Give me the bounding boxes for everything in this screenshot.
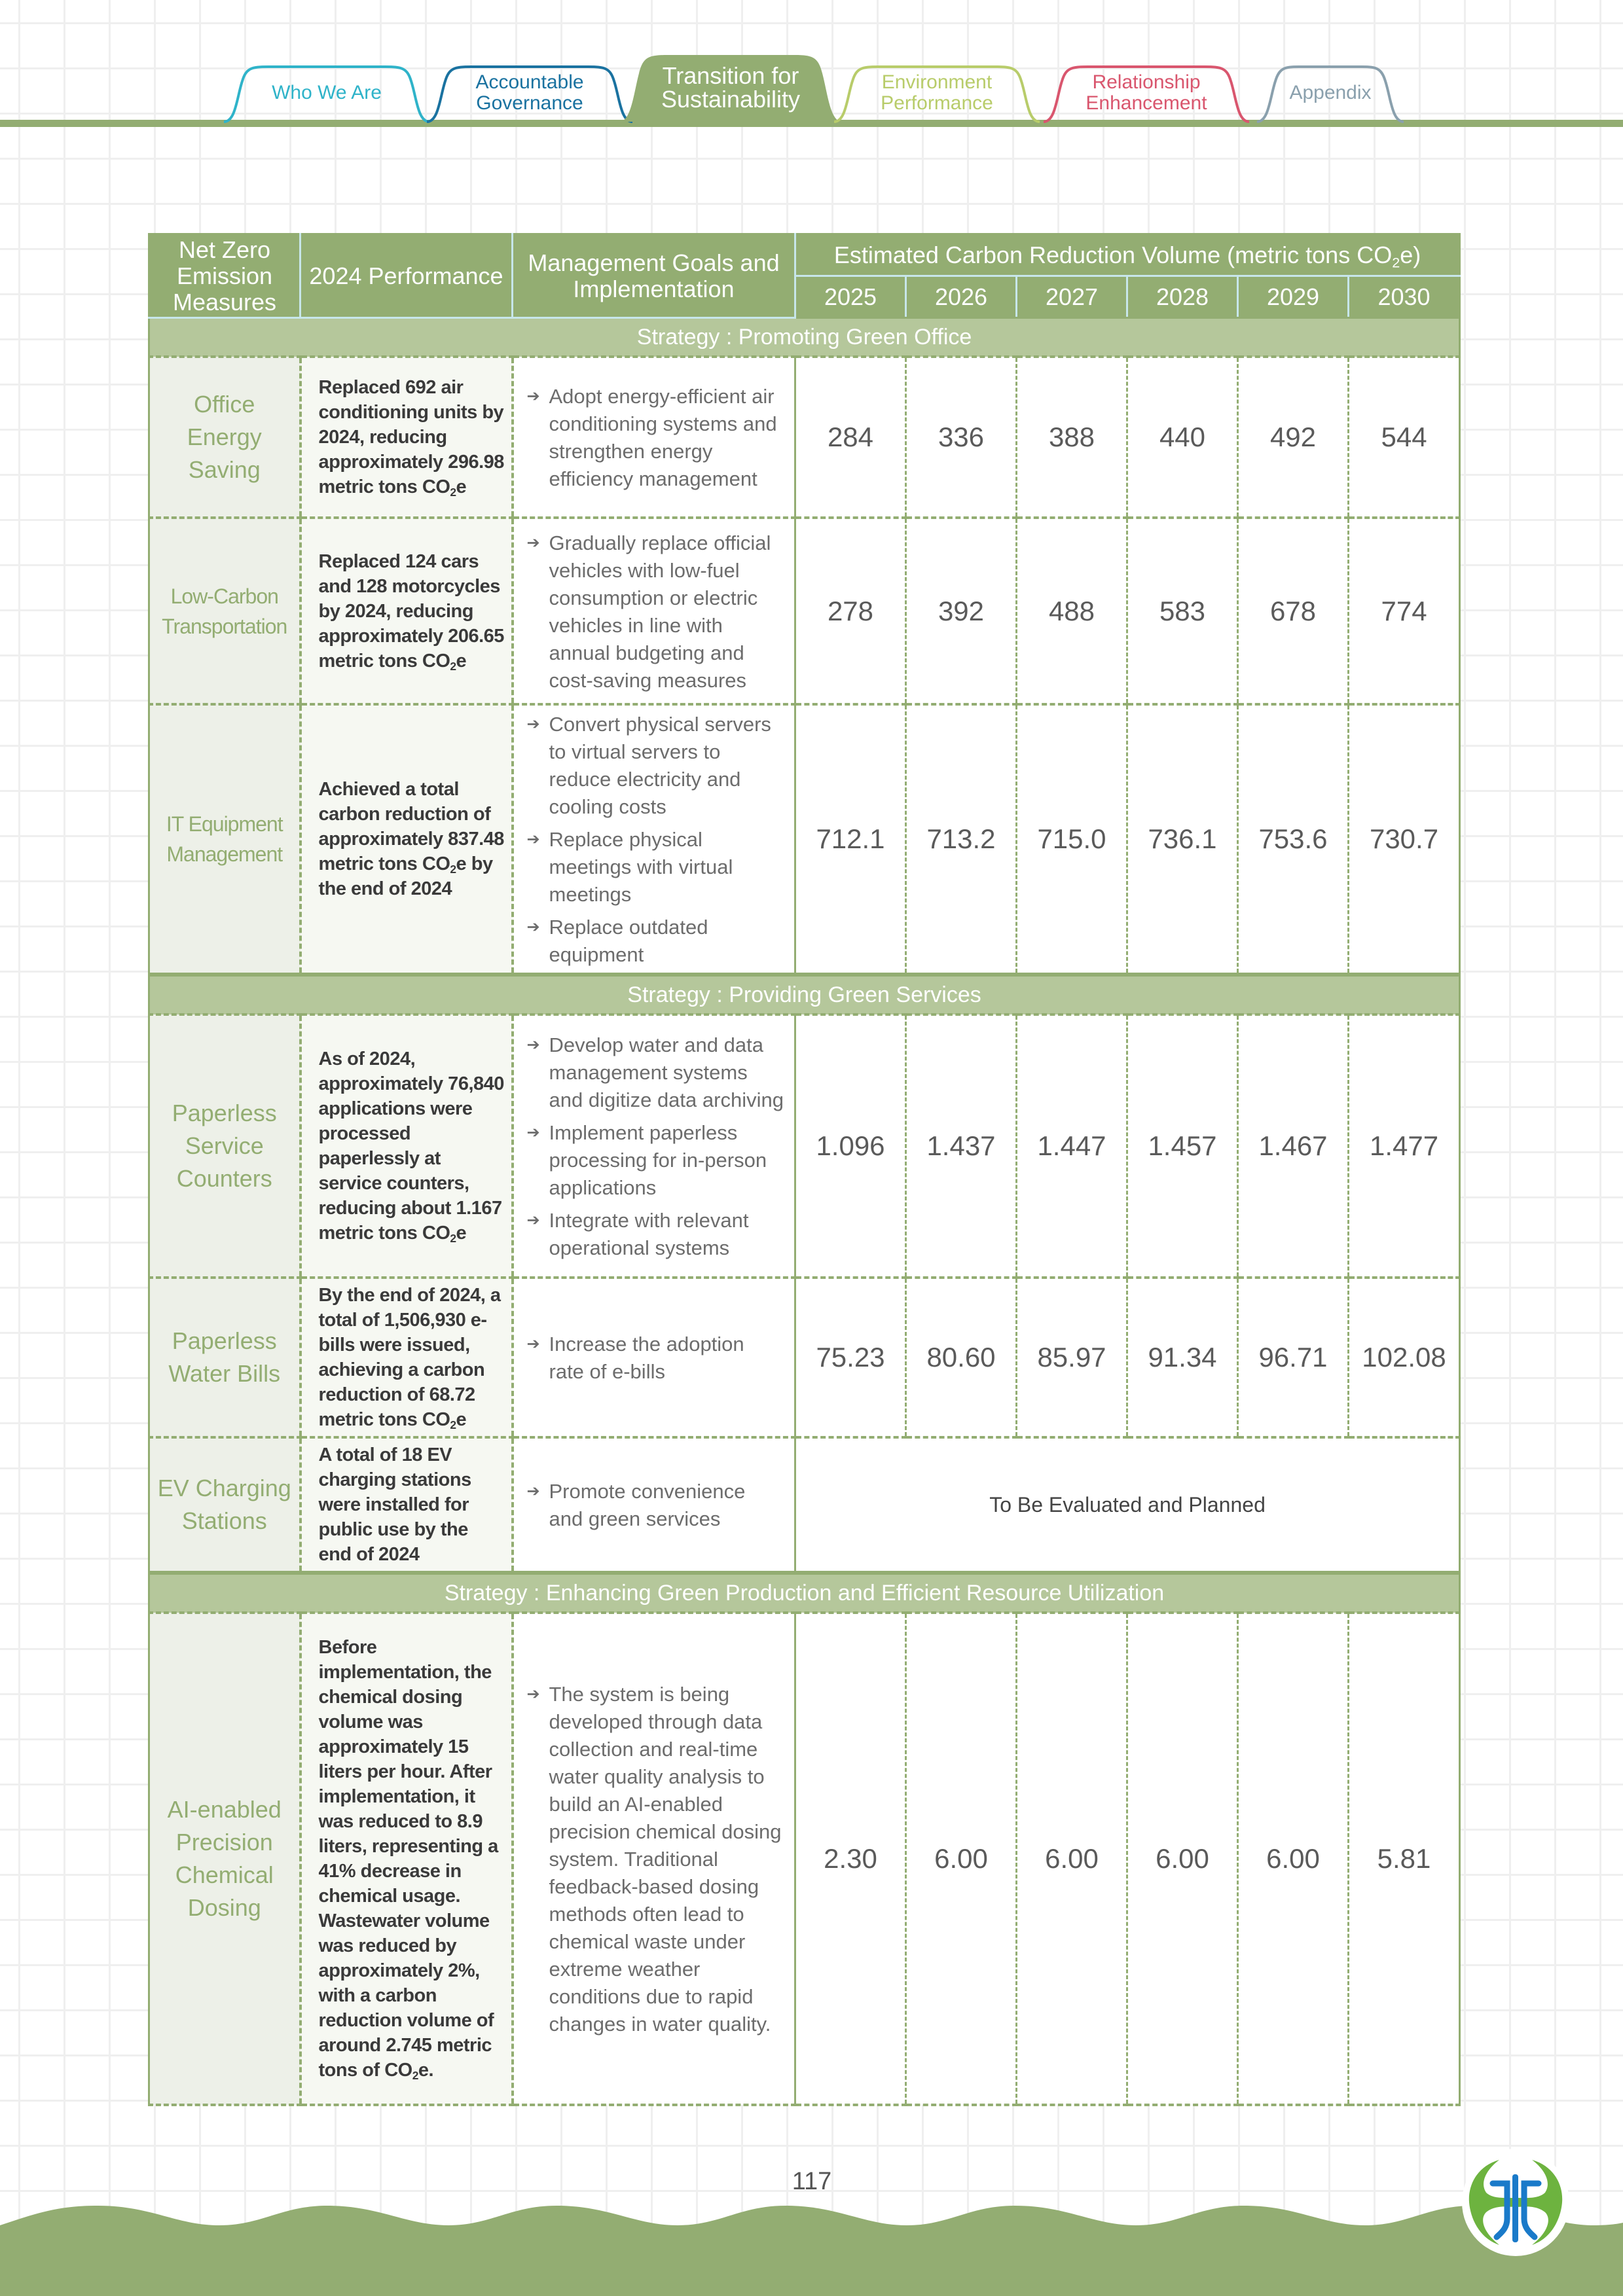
- tab-accountable-governance[interactable]: [426, 64, 634, 122]
- table-row: [149, 1278, 1460, 1437]
- value-2028: 1.457: [1127, 1014, 1238, 1278]
- strategy-band: Strategy : Providing Green Services: [149, 975, 1460, 1014]
- footer-wave: [0, 2206, 1623, 2296]
- value-2026: 392: [906, 518, 1017, 704]
- goal-item: ➔ Integrate with relevant operational systems: [527, 1207, 784, 1262]
- arrow-right-icon: ➔: [526, 533, 540, 552]
- goal-item: ➔ Develop water and data management systems and digitize data archiving: [527, 1031, 784, 1114]
- value-2029: 6.00: [1238, 1613, 1349, 2105]
- arrow-right-icon: ➔: [526, 1685, 540, 1703]
- header-year: 2030: [1349, 276, 1460, 318]
- table-row: [149, 518, 1460, 704]
- performance-text: As of 2024, approximately 76,840 applications were processed paperlessly at service counters, reducing about 1.167 metric tons $CO_2e$: [301, 1014, 513, 1278]
- goals-cell: [513, 1014, 795, 1278]
- value-2025: 1.096: [795, 1014, 906, 1278]
- value-2030: 544: [1349, 357, 1460, 518]
- arrow-right-icon: ➔: [526, 1335, 540, 1353]
- tab-relationship-enhancement[interactable]: [1042, 64, 1250, 122]
- value-2025: 2.30: [795, 1613, 906, 2105]
- header-estimated-reduction: Estimated Carbon Reduction Volume (metric tons $CO_2e$): [795, 234, 1460, 276]
- measure-name: Paperless Water Bills: [149, 1278, 301, 1437]
- section-tabs: [0, 0, 1623, 131]
- goal-item: ➔ Gradually replace official vehicles with low-fuel consumption or electric vehicles in line with annual budgeting and cost-saving measures: [527, 529, 784, 694]
- value-2027: 388: [1017, 357, 1127, 518]
- measure-name: EV Charging Stations: [149, 1437, 301, 1573]
- value-2030: 774: [1349, 518, 1460, 704]
- header-measures: Net Zero Emission Measures: [149, 234, 301, 318]
- goals-cell: [513, 1437, 795, 1573]
- goals-cell: [513, 1278, 795, 1437]
- goals-cell: [513, 704, 795, 975]
- value-2027: 488: [1017, 518, 1127, 704]
- value-2025: 278: [795, 518, 906, 704]
- header-year: 2026: [906, 276, 1017, 318]
- tab-who-we-are[interactable]: [223, 64, 431, 122]
- measure-name: AI-enabled Precision Chemical Dosing: [149, 1613, 301, 2105]
- header-performance: 2024 Performance: [301, 234, 513, 318]
- header-year: 2028: [1127, 276, 1238, 318]
- value-2025: 284: [795, 357, 906, 518]
- performance-text: A total of 18 EV charging stations were installed for public use by the end of 2024: [301, 1437, 513, 1573]
- tab-label: Transition for Sustainability: [661, 62, 801, 113]
- arrow-right-icon: ➔: [526, 918, 540, 936]
- value-2026: 6.00: [906, 1613, 1017, 2105]
- measure-name: Low-Carbon Transportation: [149, 518, 301, 704]
- arrow-right-icon: ➔: [526, 831, 540, 848]
- value-2028: 583: [1127, 518, 1238, 704]
- performance-text: By the end of 2024, a total of 1,506,930 e-bills were issued, achieving a carbon reduction of 68.72 metric tons $CO_2e$: [301, 1278, 513, 1437]
- goal-item: ➔ Increase the adoption rate of e-bills: [527, 1331, 784, 1386]
- value-2030: 730.7: [1349, 704, 1460, 975]
- tab-label: Accountable Governance: [475, 71, 584, 114]
- tab-label: Environment Performance: [881, 71, 993, 114]
- tab-appendix[interactable]: [1256, 64, 1405, 122]
- value-2028: 440: [1127, 357, 1238, 518]
- tab-label: Who We Are: [272, 82, 382, 103]
- arrow-right-icon: ➔: [526, 387, 540, 405]
- tab-environment-performance[interactable]: [833, 64, 1041, 122]
- value-2026: 80.60: [906, 1278, 1017, 1437]
- measure-name: IT Equipment Management: [149, 704, 301, 975]
- goal-item: ➔ Convert physical servers to virtual servers to reduce electricity and cooling costs: [527, 711, 784, 821]
- net-zero-measures-table: [148, 233, 1459, 2106]
- goals-cell: [513, 1613, 795, 2105]
- value-2025: 75.23: [795, 1278, 906, 1437]
- value-2028: 6.00: [1127, 1613, 1238, 2105]
- strategy-band: Strategy : Enhancing Green Production and Efficient Resource Utilization: [149, 1573, 1460, 1613]
- value-2029: 96.71: [1238, 1278, 1349, 1437]
- arrow-right-icon: ➔: [526, 1211, 540, 1229]
- goal-item: ➔ Replace physical meetings with virtual meetings: [527, 826, 784, 908]
- goals-cell: [513, 518, 795, 704]
- header-goals: Management Goals and Implementation: [513, 234, 795, 318]
- performance-text: Achieved a total carbon reduction of approximately 837.48 metric tons $CO_2e$ by the end of 2024: [301, 704, 513, 975]
- table-row: [149, 1437, 1460, 1573]
- page-number: 117: [792, 2168, 832, 2195]
- table-row: [149, 704, 1460, 975]
- header-year: 2029: [1238, 276, 1349, 318]
- value-2025: 712.1: [795, 704, 906, 975]
- table-row: [149, 1613, 1460, 2105]
- measure-name: Paperless Service Counters: [149, 1014, 301, 1278]
- strategy-band: Strategy : Promoting Green Office: [149, 318, 1460, 357]
- arrow-right-icon: ➔: [526, 715, 540, 733]
- value-2027: 85.97: [1017, 1278, 1127, 1437]
- value-2030: 5.81: [1349, 1613, 1460, 2105]
- goal-item: ➔ Adopt energy-efficient air conditioning systems and strengthen energy efficiency management: [527, 383, 784, 493]
- value-2028: 91.34: [1127, 1278, 1238, 1437]
- value-2029: 1.467: [1238, 1014, 1349, 1278]
- value-2026: 336: [906, 357, 1017, 518]
- value-2028: 736.1: [1127, 704, 1238, 975]
- goal-item: ➔ Promote convenience and green services: [527, 1478, 784, 1533]
- plan-status: To Be Evaluated and Planned: [795, 1437, 1460, 1573]
- table-row: [149, 1014, 1460, 1278]
- performance-text: Before implementation, the chemical dosing volume was approximately 15 liters per hour. After implementation, it was reduced to 8.9 liters, representing a 41% decrease in chemical usage. Wastewater volume was reduced by approximately 2%, with a carbon reduction volume of around 2.745 metric tons of $CO_2e$.: [301, 1613, 513, 2105]
- value-2027: 1.447: [1017, 1014, 1127, 1278]
- tab-label: Appendix: [1289, 82, 1372, 103]
- header-year: 2025: [795, 276, 906, 318]
- performance-text: Replaced 124 cars and 128 motorcycles by 2024, reducing approximately 206.65 metric tons $CO_2e$: [301, 518, 513, 704]
- value-2029: 492: [1238, 357, 1349, 518]
- value-2029: 753.6: [1238, 704, 1349, 975]
- goal-item: ➔ Replace outdated equipment: [527, 914, 784, 969]
- arrow-right-icon: ➔: [526, 1036, 540, 1054]
- value-2027: 6.00: [1017, 1613, 1127, 2105]
- header-year: 2027: [1017, 276, 1127, 318]
- performance-text: Replaced 692 air conditioning units by 2024, reducing approximately 296.98 metric tons $CO_2e$: [301, 357, 513, 518]
- goals-cell: [513, 357, 795, 518]
- value-2030: 102.08: [1349, 1278, 1460, 1437]
- value-2026: 713.2: [906, 704, 1017, 975]
- table-row: [149, 357, 1460, 518]
- tab-transition-for-sustainability[interactable]: [619, 54, 842, 122]
- goal-item: ➔ Implement paperless processing for in-person applications: [527, 1119, 784, 1202]
- arrow-right-icon: ➔: [526, 1482, 540, 1500]
- value-2027: 715.0: [1017, 704, 1127, 975]
- goal-item: ➔ The system is being developed through data collection and real-time water quality analysis to build an AI-enabled precision chemical dosing system. Traditional feedback-based dosing methods often lead to chemical waste under extreme weather conditions due to rapid changes in water quality.: [527, 1681, 784, 2038]
- arrow-right-icon: ➔: [526, 1124, 540, 1141]
- value-2030: 1.477: [1349, 1014, 1460, 1278]
- value-2029: 678: [1238, 518, 1349, 704]
- measure-name: Office Energy Saving: [149, 357, 301, 518]
- tab-label: Relationship Enhancement: [1085, 71, 1207, 114]
- value-2026: 1.437: [906, 1014, 1017, 1278]
- water-utility-logo-icon: [1460, 2147, 1571, 2258]
